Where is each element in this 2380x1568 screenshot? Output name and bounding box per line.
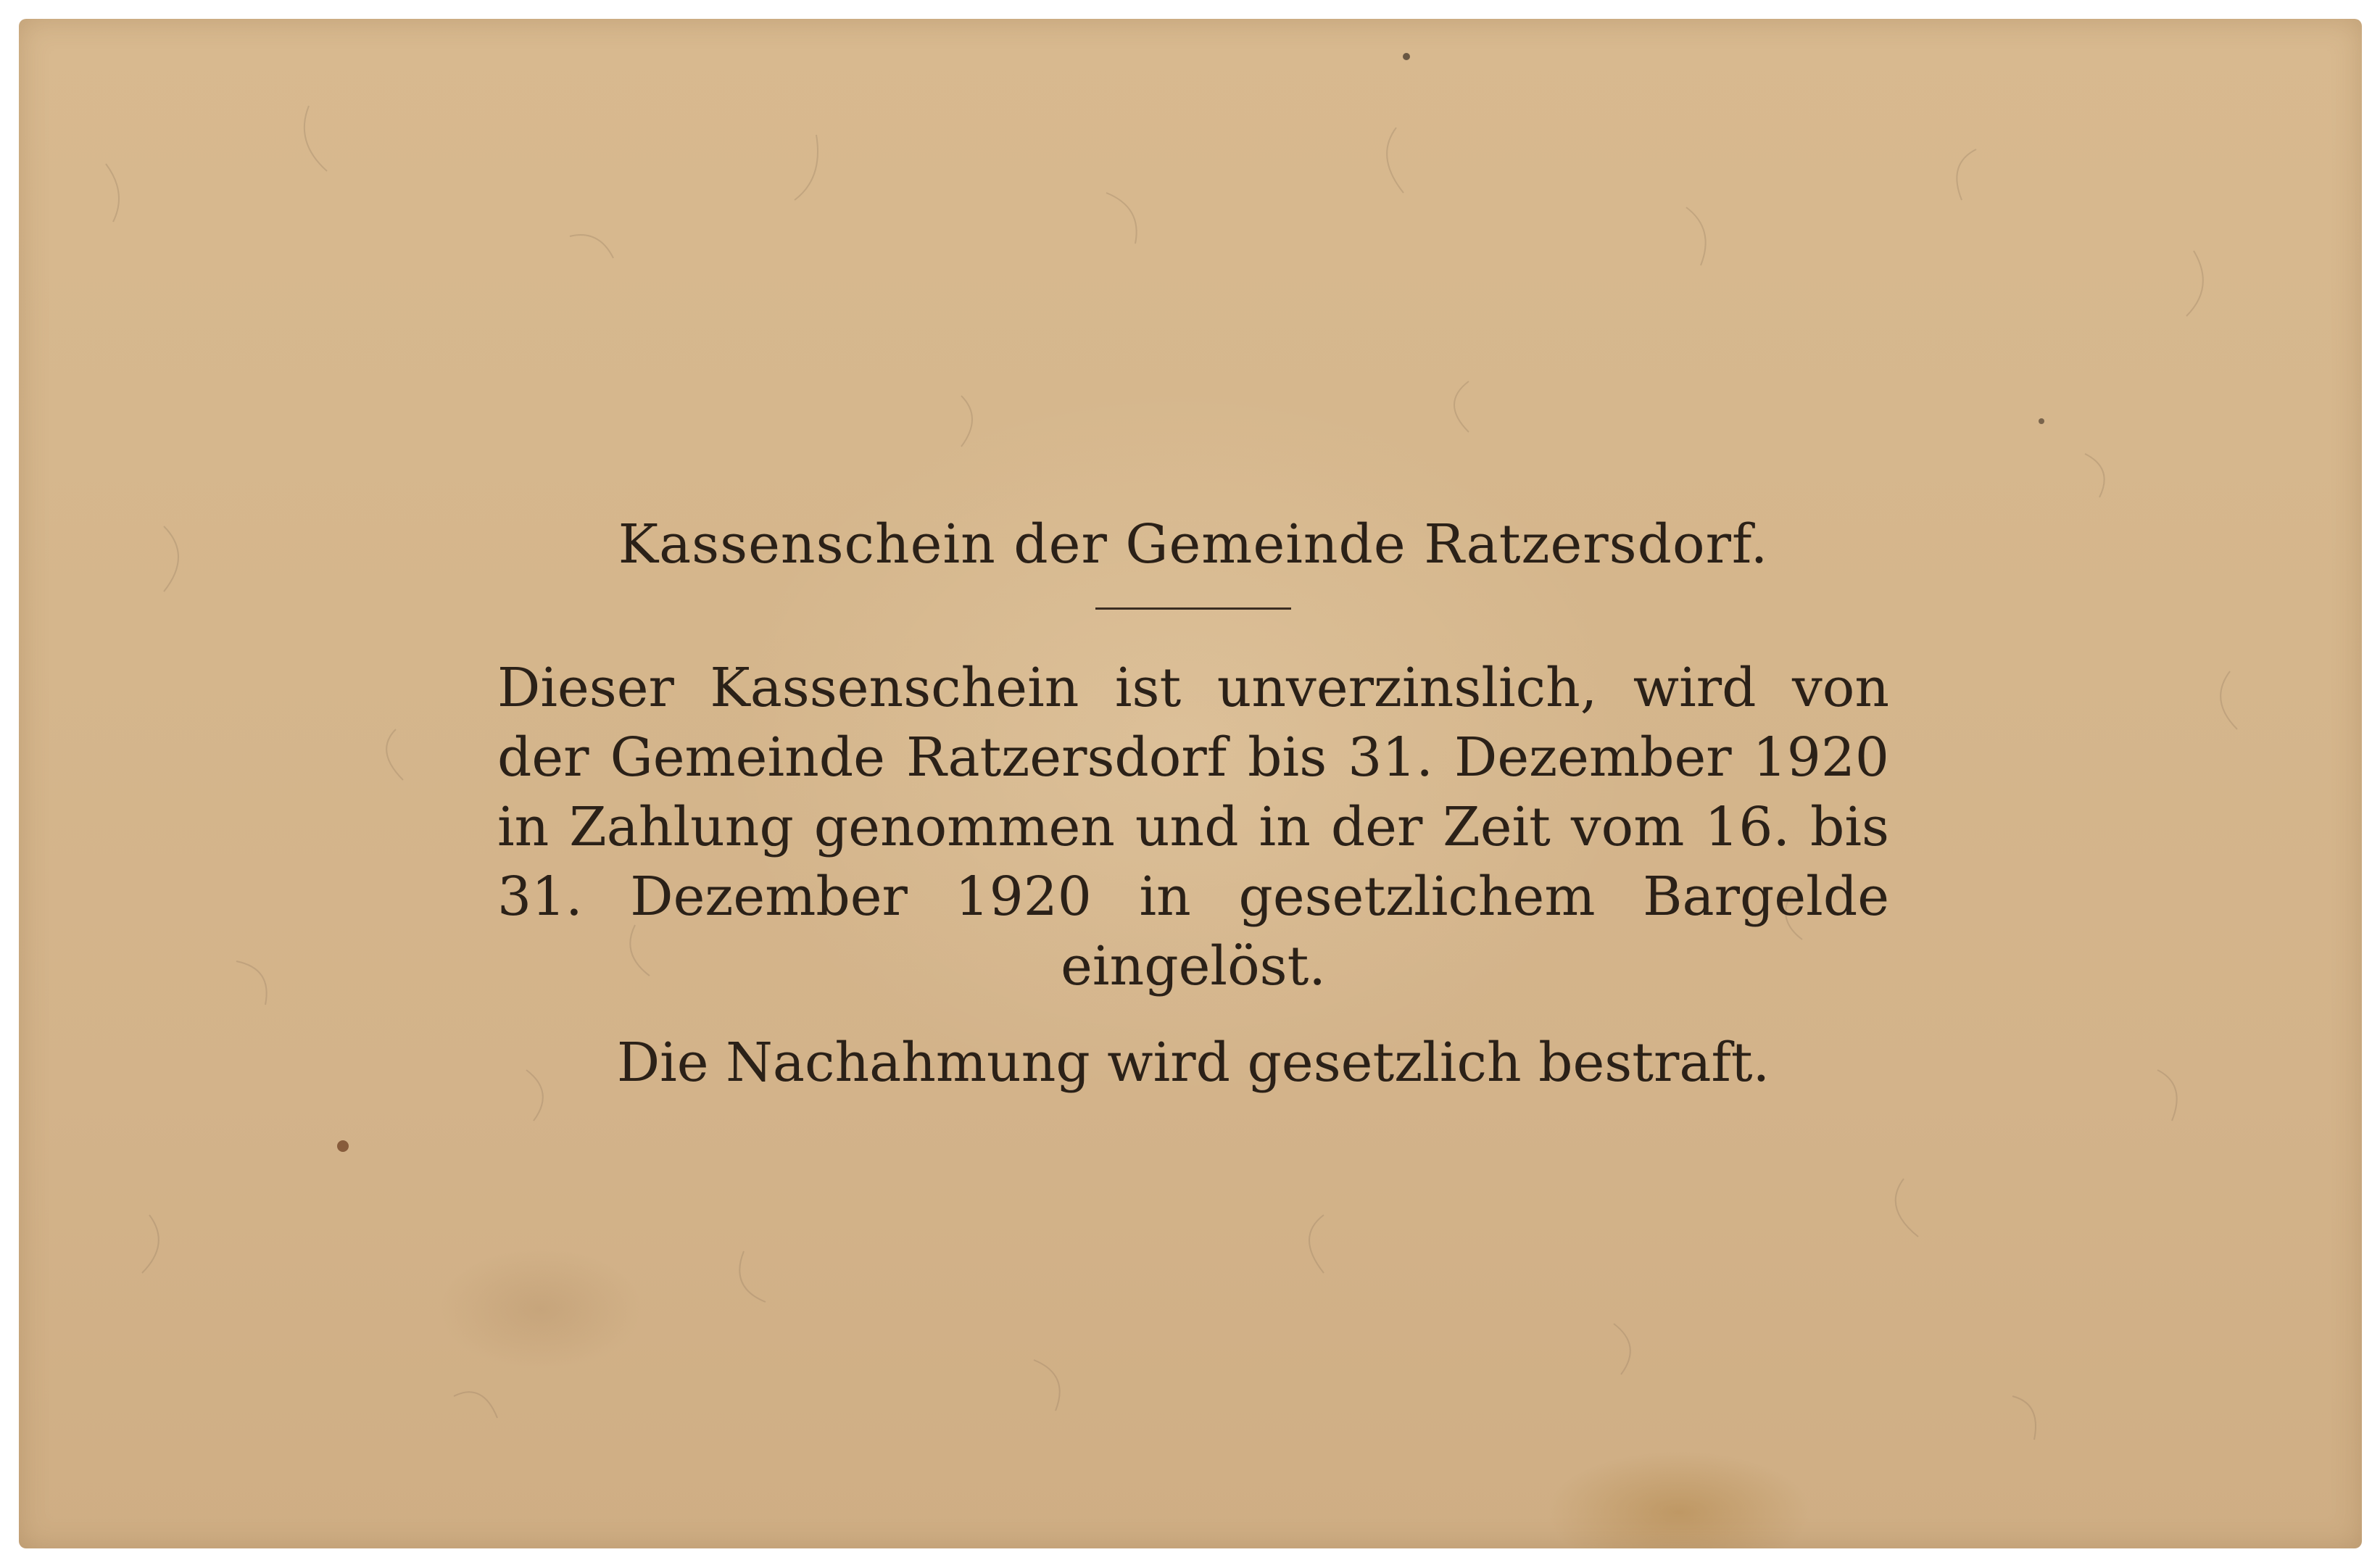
banknote-reverse (19, 19, 2362, 1548)
redemption-terms: Dieser Kassenschein ist unverzinslich, wird von der Gemeinde Ratzersdorf bis 31. Dezember 1920 in Zahlung genommen und in der Zeit vom 16. bis 31. Dezember 1920 in gesetzlichem Bargelde eingelöst. (497, 657, 1889, 997)
counterfeit-notice: Die Nachahmung wird gesetzlich bestraft. (616, 1032, 1770, 1094)
document-title: Kassenschein der Gemeinde Ratzersdorf. (618, 513, 1769, 576)
title-divider (1095, 607, 1291, 610)
document-text (483, 512, 1904, 1095)
